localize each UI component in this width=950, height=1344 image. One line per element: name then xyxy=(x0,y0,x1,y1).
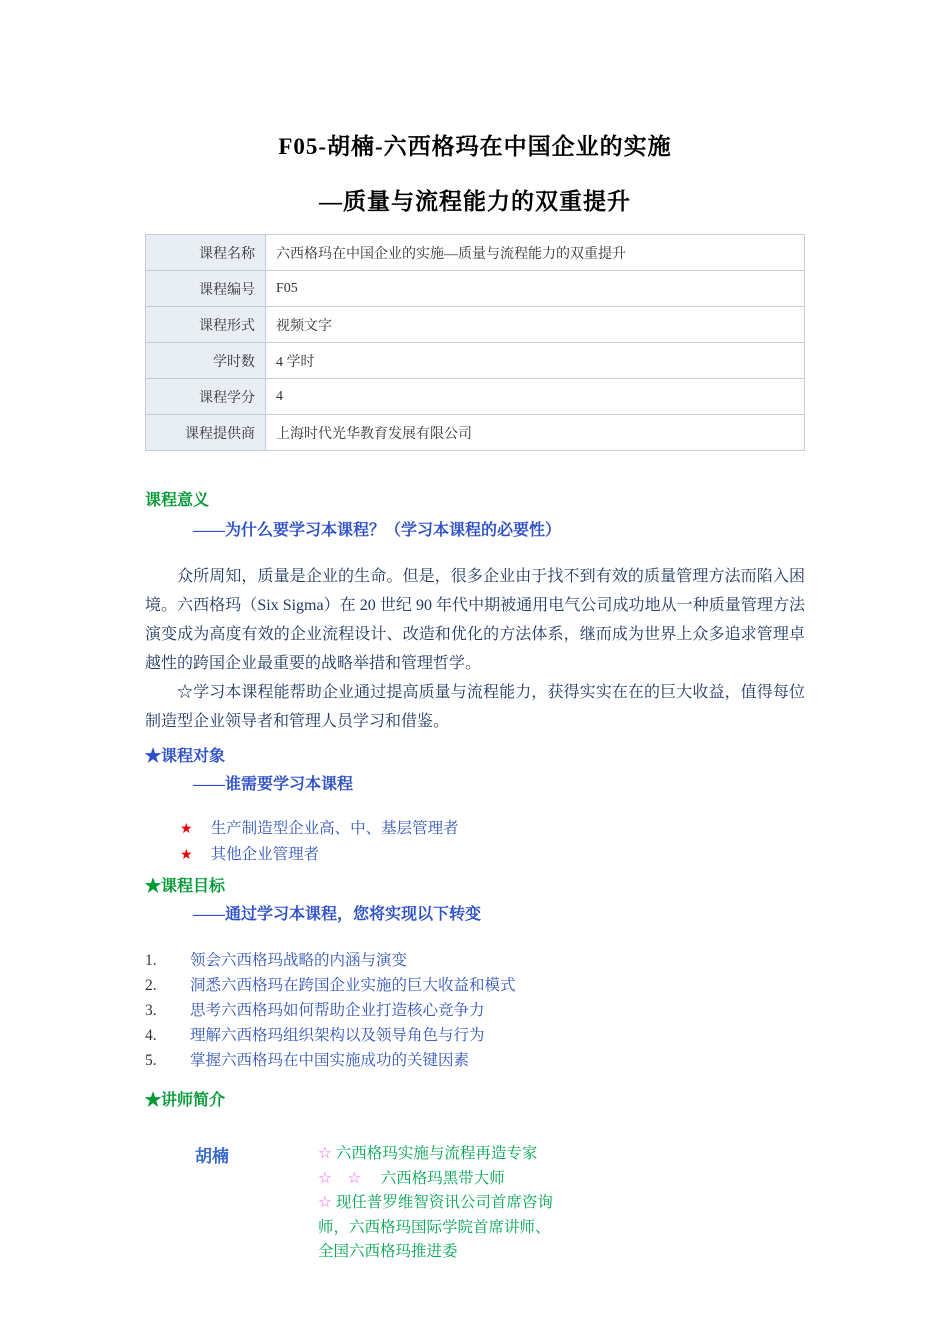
list-item xyxy=(145,1048,805,1073)
course-info-table xyxy=(145,234,805,451)
table-row xyxy=(146,271,805,307)
credential-text: 六西格玛实施与流程再造专家 xyxy=(335,1145,538,1162)
subheading-goals: ——通过学习本课程，您将实现以下转变 xyxy=(193,906,482,923)
subheading-why-learn: ——为什么要学习本课程？（学习本课程的必要性） xyxy=(193,522,562,539)
table-row xyxy=(146,379,805,415)
list-item xyxy=(145,948,805,973)
row-value: 4 学时 xyxy=(266,343,805,379)
heading-lecturer-intro: ★讲师简介 xyxy=(145,1092,226,1109)
row-label: 课程编号 xyxy=(146,271,266,307)
page-subtitle: —质量与流程能力的双重提升 xyxy=(319,189,631,214)
row-label: 学时数 xyxy=(146,343,266,379)
table-row xyxy=(146,415,805,451)
goal-item-text: 领会六西格玛战略的内涵与演变 xyxy=(190,952,408,969)
table-row xyxy=(146,235,805,271)
credential-text: 现任普罗维智资讯公司首席咨询师，六西格玛国际学院首席讲师、全国六西格玛推进委 xyxy=(318,1194,553,1260)
lecturer-description xyxy=(318,1142,555,1265)
list-item xyxy=(145,973,805,998)
row-value: F05 xyxy=(266,271,805,307)
row-value: 视频文字 xyxy=(266,307,805,343)
table-row xyxy=(146,307,805,343)
row-label: 课程名称 xyxy=(146,235,266,271)
lecturer-name: 胡楠 xyxy=(195,1147,229,1166)
item-number: 3. xyxy=(145,1002,157,1019)
list-item xyxy=(180,816,805,842)
meaning-paragraph-1: 众所周知，质量是企业的生命。但是，很多企业由于找不到有效的质量管理方法而陷入困境。六西格玛（Six Sigma）在 20 世纪 90 年代中期被通用电气公司成功地从一种质量管理方法演变成为高度有效的企业流程设计、改造和优化的方法体系，继而成为世界上众多追求管理卓越性的跨国企业最重要的战略举措和管理哲学。 xyxy=(145,568,805,672)
goal-item-text: 理解六西格玛组织架构以及领导角色与行为 xyxy=(190,1027,485,1044)
goals-list xyxy=(145,948,805,1073)
heading-course-goals: ★课程目标 xyxy=(145,878,226,895)
star-bullet-icon: ★ xyxy=(180,822,193,837)
list-item xyxy=(180,842,805,868)
lecturer-block xyxy=(145,1142,805,1265)
audience-item-text: 生产制造型企业高、中、基层管理者 xyxy=(210,820,459,837)
star-outline-icon: ☆ ☆ xyxy=(318,1169,362,1187)
row-value: 上海时代光华教育发展有限公司 xyxy=(266,415,805,451)
row-value: 4 xyxy=(266,379,805,415)
star-outline-icon: ☆ xyxy=(318,1194,332,1211)
lecturer-credential xyxy=(318,1191,555,1265)
audience-list xyxy=(145,816,805,868)
list-item xyxy=(145,998,805,1023)
meaning-paragraph-2: ☆学习本课程能帮助企业通过提高质量与流程能力，获得实实在在的巨大收益，值得每位制造型企业领导者和管理人员学习和借鉴。 xyxy=(145,684,805,730)
star-outline-icon: ☆ xyxy=(318,1145,332,1162)
row-value: 六西格玛在中国企业的实施—质量与流程能力的双重提升 xyxy=(266,235,805,271)
audience-item-text: 其他企业管理者 xyxy=(210,846,320,863)
item-number: 4. xyxy=(145,1027,157,1044)
lecturer-credential xyxy=(318,1167,555,1192)
item-number: 5. xyxy=(145,1052,157,1069)
credential-text: 六西格玛黑带大师 xyxy=(365,1169,505,1187)
item-number: 2. xyxy=(145,977,157,994)
subheading-who-needs: ——谁需要学习本课程 xyxy=(193,776,354,793)
page-title: F05-胡楠-六西格玛在中国企业的实施 xyxy=(278,134,672,159)
table-row xyxy=(146,343,805,379)
item-number: 1. xyxy=(145,952,157,969)
heading-course-audience: ★课程对象 xyxy=(145,748,226,765)
row-label: 课程学分 xyxy=(146,379,266,415)
goal-item-text: 洞悉六西格玛在跨国企业实施的巨大收益和模式 xyxy=(190,977,516,994)
row-label: 课程形式 xyxy=(146,307,266,343)
section-course-meaning xyxy=(145,487,805,540)
row-label: 课程提供商 xyxy=(146,415,266,451)
heading-course-meaning: 课程意义 xyxy=(145,492,210,509)
star-bullet-icon: ★ xyxy=(180,848,193,863)
goal-item-text: 思考六西格玛如何帮助企业打造核心竞争力 xyxy=(190,1002,485,1019)
lecturer-credential xyxy=(318,1142,555,1167)
list-item xyxy=(145,1023,805,1048)
goal-item-text: 掌握六西格玛在中国实施成功的关键因素 xyxy=(190,1052,470,1069)
